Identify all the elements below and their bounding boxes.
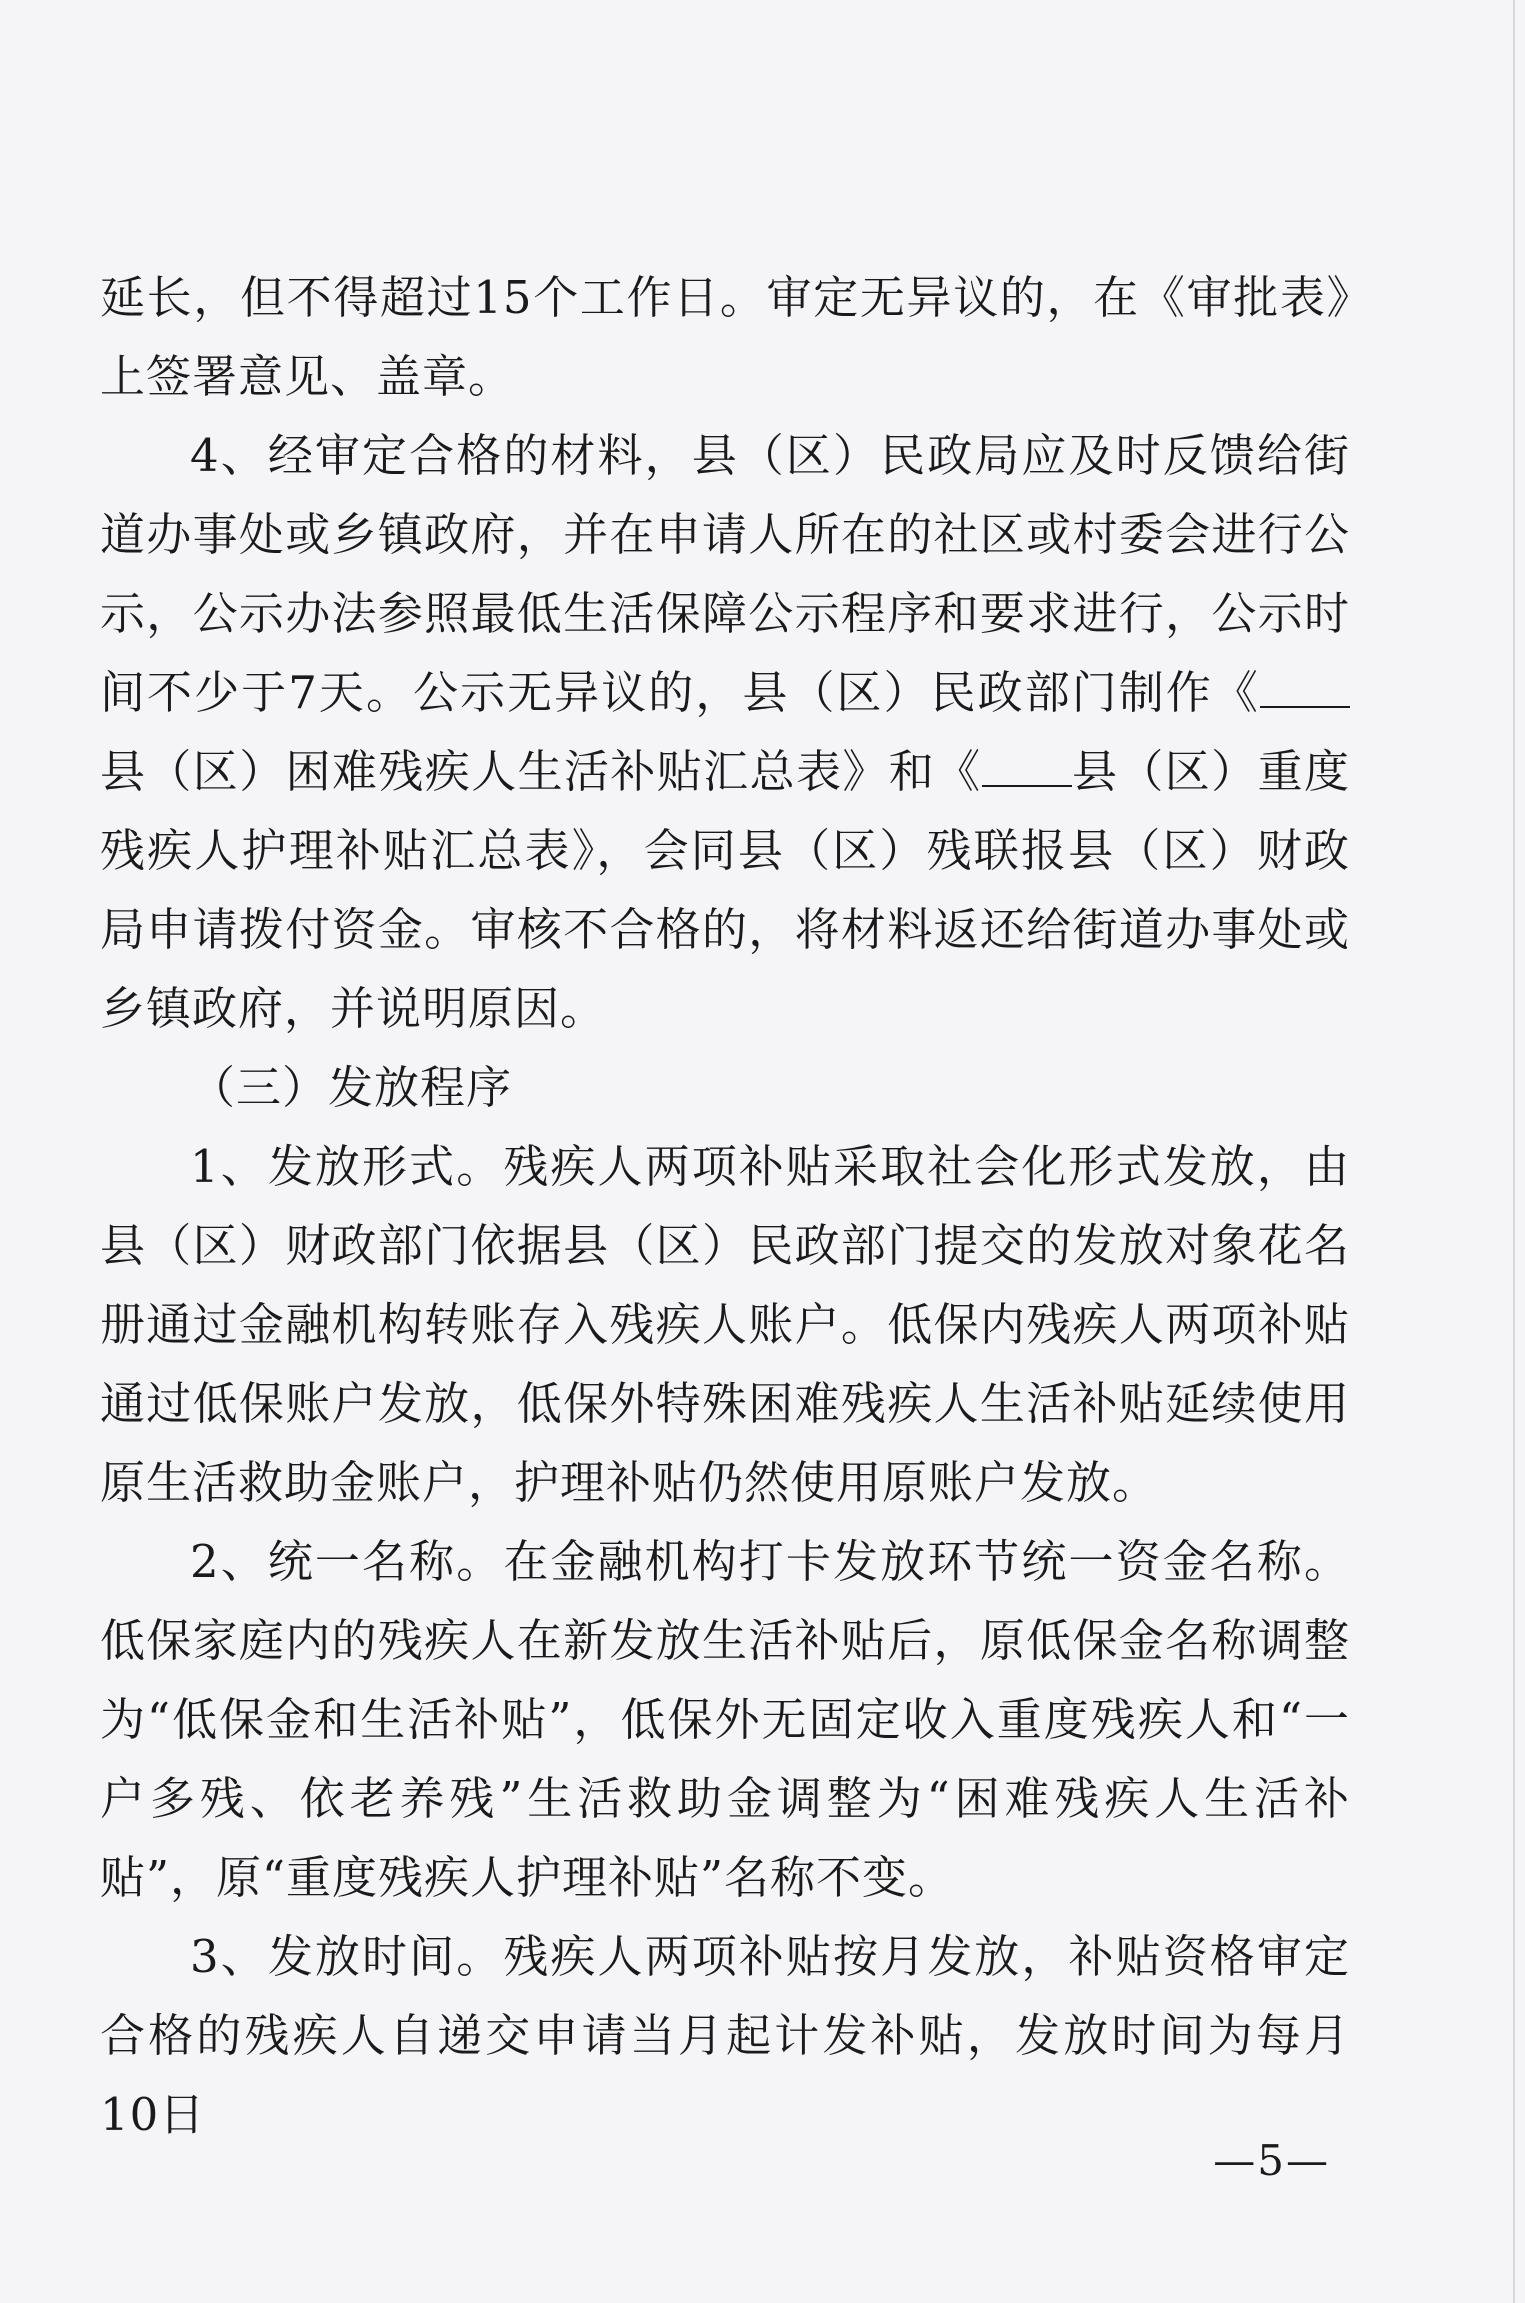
fill-blank bbox=[1260, 672, 1350, 708]
paragraph-distribution-time: 3、发放时间。残疾人两项补贴按月发放，补贴资格审定合格的残疾人自递交申请当月起计发补贴，发放时间为每月10日 bbox=[100, 1930, 1350, 2141]
document-body bbox=[100, 258, 1350, 2154]
section-heading: （三）发放程序 bbox=[190, 1061, 513, 1114]
paragraph-unified-name: 2、统一名称。在金融机构打卡发放环节统一资金名称。低保家庭内的残疾人在新发放生活补贴后，原低保金名称调整为“低保金和生活补贴”，低保外无固定收入重度残疾人和“一户多残、依老养残”生活救助金调整为“困难残疾人生活补贴”，原“重度残疾人护理补贴”名称不变。 bbox=[100, 1535, 1350, 1904]
paragraph-item-4-part3: 县（区）重度残疾人护理补贴汇总表》，会同县（区）残联报县（区）财政局申请拨付资金。审核不合格的，将材料返还给街道办事处或乡镇政府，并说明原因。 bbox=[100, 745, 1350, 1035]
paragraph-item-4 bbox=[100, 416, 1350, 1048]
paragraph-item-4-part1: 4、经审定合格的材料，县（区）民政局应及时反馈给街道办事处或乡镇政府，并在申请人所在的社区或村委会进行公示，公示办法参照最低生活保障公示程序和要求进行，公示时间不少于7天。公示无异议的，县（区）民政部门制作《 bbox=[100, 429, 1350, 719]
paragraph-continuation: 延长，但不得超过15个工作日。审定无异议的，在《审批表》上签署意见、盖章。 bbox=[100, 271, 1350, 403]
fill-blank bbox=[982, 751, 1072, 787]
page-number: —5— bbox=[1213, 2136, 1330, 2185]
page-edge bbox=[1513, 0, 1515, 2303]
paragraph-item-4-part2: 县（区）困难残疾人生活补贴汇总表》和《 bbox=[100, 745, 982, 798]
paragraph-distribution-form: 1、发放形式。残疾人两项补贴采取社会化形式发放，由县（区）财政部门依据县（区）民政部门提交的发放对象花名册通过金融机构转账存入残疾人账户。低保内残疾人两项补贴通过低保账户发放，低保外特殊困难残疾人生活补贴延续使用原生活救助金账户，护理补贴仍然使用原账户发放。 bbox=[100, 1140, 1350, 1509]
